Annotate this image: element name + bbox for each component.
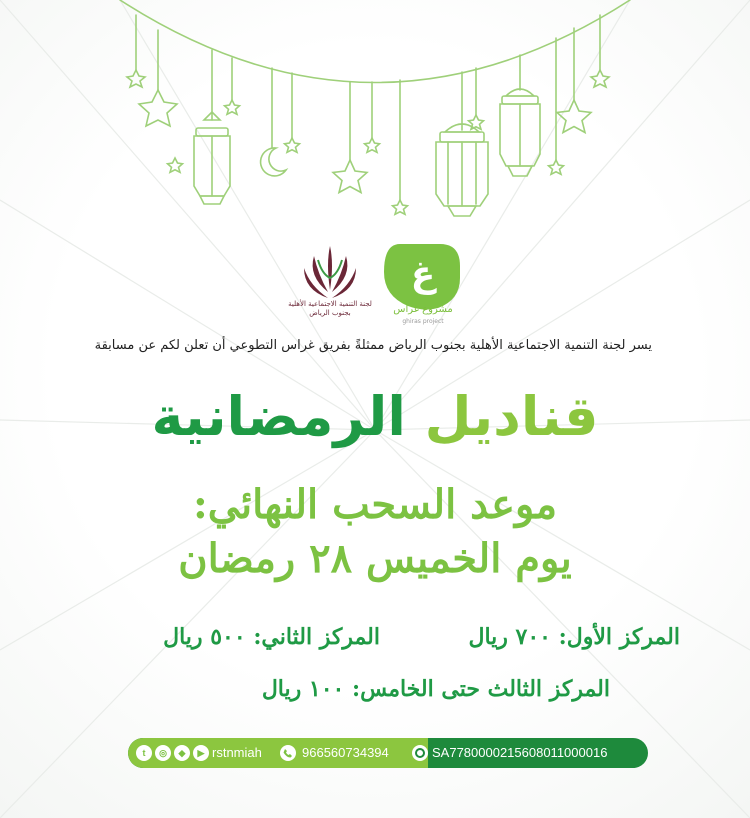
ramadan-lanterns-decoration	[0, 0, 750, 240]
youtube-icon[interactable]: ▶	[193, 745, 209, 761]
committee-name-line1: لجنة التنمية الاجتماعية الأهلية	[288, 300, 372, 308]
contest-title	[100, 382, 650, 452]
prize-first: المركز الأول: ٧٠٠ ريال	[468, 624, 680, 650]
contact-bar	[128, 738, 648, 768]
committee-name-line2: بجنوب الرياض	[309, 309, 351, 317]
svg-text:غ: غ	[410, 254, 436, 295]
committee-logo-text	[270, 300, 390, 318]
phone-number[interactable]: 966560734394	[302, 745, 389, 760]
intro-text: يسر لجنة التنمية الاجتماعية الأهلية بجنوب الرياض ممثلةً بفريق غراس التطوعي أن تعلن لكم عن مسابقة	[94, 338, 652, 353]
snapchat-icon[interactable]: ◆	[174, 745, 190, 761]
title-word-2: الرمضانية	[151, 385, 406, 448]
draw-date-label: موعد السحب النهائي:	[192, 481, 558, 528]
iban-number[interactable]: SA7780000215608011000016	[432, 745, 608, 760]
twitter-icon[interactable]: t	[136, 745, 152, 761]
social-handle[interactable]: rstnmiah	[212, 745, 262, 760]
social-icons	[136, 738, 209, 768]
ghiras-name: مشروع غراس	[393, 304, 453, 315]
ghiras-name-en: ghiras project	[402, 318, 444, 325]
phone-icon	[280, 745, 296, 761]
title-word-1: قناديل	[424, 385, 599, 448]
prize-second: المركز الثاني: ٥٠٠ ريال	[163, 624, 380, 650]
instagram-icon[interactable]: ◎	[155, 745, 171, 761]
draw-date-value: يوم الخميس ٢٨ رمضان	[178, 535, 572, 582]
prize-third-to-fifth: المركز الثالث حتى الخامس: ١٠٠ ريال	[261, 676, 610, 702]
bank-icon	[412, 745, 428, 761]
